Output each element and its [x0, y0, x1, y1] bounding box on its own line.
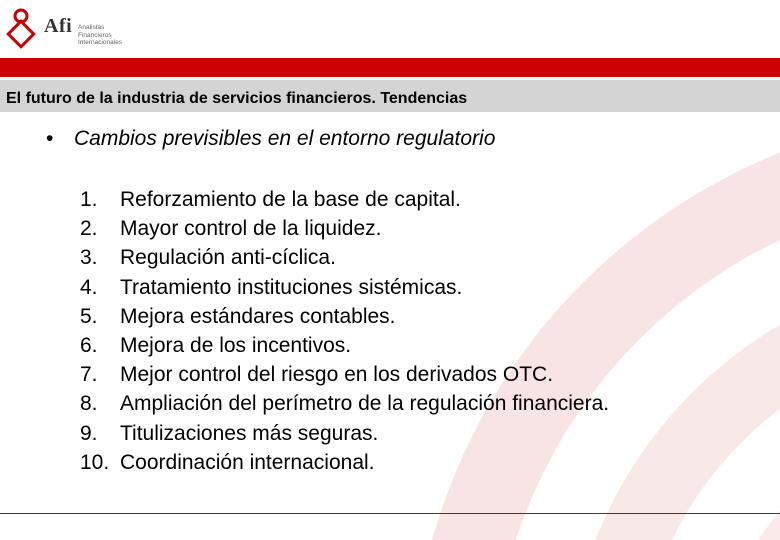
- logo-tagline: [78, 24, 138, 47]
- logo-name: Afi: [44, 15, 73, 37]
- list-item: [80, 389, 609, 418]
- afi-logo-mark-icon: [6, 7, 36, 49]
- item-text: Ampliación del perímetro de la regulación financiera.: [120, 392, 610, 416]
- item-text: Coordinación internacional.: [120, 450, 375, 474]
- list-item: [80, 273, 609, 302]
- item-text: Mejora estándares contables.: [120, 304, 396, 328]
- item-number: 6.: [80, 333, 98, 357]
- item-text: Mejora de los incentivos.: [120, 333, 352, 357]
- header-red-band: [0, 58, 780, 77]
- item-number: 8.: [80, 392, 98, 416]
- list-item: [80, 185, 609, 214]
- item-number: 2.: [80, 217, 98, 241]
- list-item: [80, 243, 609, 272]
- item-text: Tratamiento instituciones sistémicas.: [120, 275, 463, 299]
- page-title: El futuro de la industria de servicios financieros. Tendencias: [6, 90, 468, 107]
- item-text: Titulizaciones más seguras.: [120, 421, 379, 445]
- logo-tagline-line: Financieros: [78, 31, 112, 39]
- item-number: 9.: [80, 421, 98, 445]
- afi-logo: [6, 7, 136, 53]
- item-text: Regulación anti-cíclica.: [120, 246, 336, 270]
- bullet-icon: •: [46, 127, 54, 150]
- logo-tagline-line: Internacionales: [78, 39, 123, 46]
- list-item: [80, 360, 609, 389]
- list-item: [80, 419, 609, 448]
- list-item: [80, 302, 609, 331]
- item-text: Mejor control del riesgo en los derivados OTC.: [120, 363, 554, 387]
- list-item: [80, 448, 609, 477]
- section-heading: [46, 127, 495, 151]
- item-number: 7.: [80, 363, 98, 387]
- item-text: Mayor control de la liquidez.: [120, 217, 382, 241]
- bottom-divider: [0, 513, 780, 514]
- section-heading-text: Cambios previsibles en el entorno regulatorio: [74, 127, 496, 150]
- item-number: 5.: [80, 304, 98, 328]
- list-item: [80, 331, 609, 360]
- regulatory-changes-list: [80, 185, 609, 477]
- list-item: [80, 214, 609, 243]
- logo-tagline-line: Analistas: [78, 24, 105, 31]
- item-number: 4.: [80, 275, 98, 299]
- item-number: 1.: [80, 188, 98, 211]
- item-number: 3.: [80, 246, 98, 270]
- item-text: Reforzamiento de la base de capital.: [120, 188, 461, 211]
- item-number: 10.: [80, 450, 110, 474]
